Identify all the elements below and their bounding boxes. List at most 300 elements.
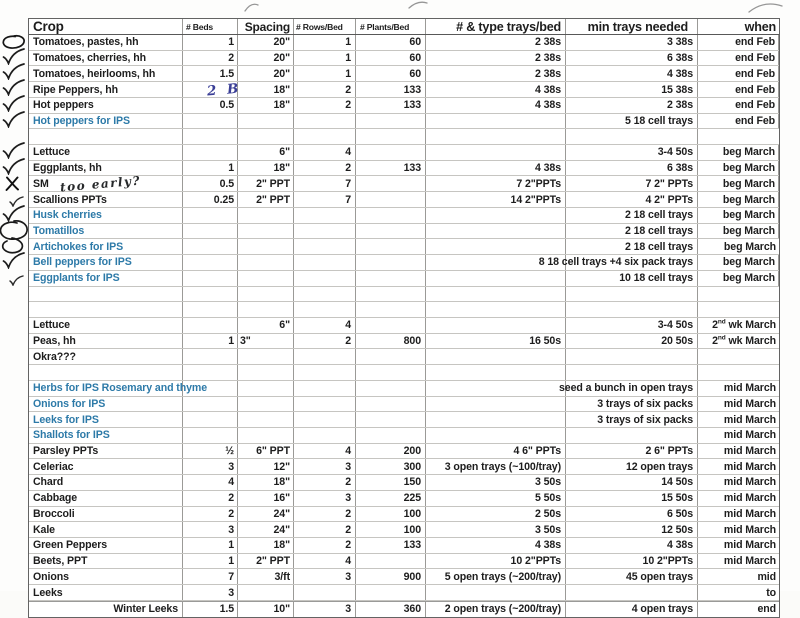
- cell-plants: [356, 114, 426, 129]
- cell-rows: [294, 255, 356, 270]
- cell-beds: 3: [183, 585, 238, 600]
- table-row: [29, 569, 779, 585]
- cell-plants: [356, 271, 426, 286]
- cell-spacing: [238, 428, 294, 443]
- cell-rows: 2: [294, 538, 356, 553]
- cell-rows: [294, 412, 356, 427]
- cell-crop: Onions for IPS: [29, 397, 183, 412]
- cell-spacing: [238, 287, 294, 302]
- cell-beds: 7: [183, 569, 238, 584]
- cell-plants: [356, 554, 426, 569]
- cell-crop: [29, 365, 183, 380]
- column-header-spacing: Spacing: [238, 19, 294, 34]
- cell-beds: [183, 302, 238, 317]
- cell-crop: [29, 302, 183, 317]
- cell-spacing: [238, 129, 294, 144]
- cell-when: end: [757, 603, 776, 616]
- cell-when: beg March: [698, 255, 779, 270]
- cell-trays: [426, 428, 566, 443]
- cell-min: 2 6" PPTs: [566, 444, 698, 459]
- cell-when: mid March: [723, 523, 776, 536]
- handwritten-check-mark-icon: [2, 252, 26, 274]
- pen-mark-icon: [408, 0, 428, 9]
- handwritten-check-mark-icon: [2, 95, 26, 117]
- cell-crop: [29, 129, 183, 144]
- cell-crop: SM too early?: [29, 176, 183, 191]
- cell-min: 6 38s: [566, 161, 698, 176]
- handwritten-check-mark-icon: [2, 205, 26, 227]
- cell-trays: 5 open trays (~200/tray): [426, 569, 566, 584]
- handwritten-x-mark-icon: [5, 176, 20, 196]
- cell-crop: Onions: [29, 569, 183, 584]
- handwritten-check-mark-icon: [2, 158, 26, 180]
- cell-crop: Tomatoes, heirlooms, hh: [29, 66, 183, 81]
- cell-plants: [356, 318, 426, 333]
- cell-when: beg March: [698, 161, 779, 176]
- cell-trays: 2 50s: [426, 507, 566, 522]
- cell-plants: [356, 397, 426, 412]
- pen-mark-icon: [244, 1, 260, 12]
- cell-when: [698, 287, 779, 302]
- table-row: [29, 129, 779, 145]
- cell-min: [566, 129, 698, 144]
- cell-rows: 2: [294, 82, 356, 97]
- cell-plants: [356, 208, 426, 223]
- handwritten-check-mark-icon: [2, 63, 26, 85]
- cell-spacing: 18": [238, 475, 294, 490]
- cell-rows: 1: [294, 66, 356, 81]
- table-body: [29, 35, 779, 617]
- cell-plants: [356, 381, 426, 396]
- cell-trays: [426, 208, 566, 223]
- cell-rows: 2: [294, 475, 356, 490]
- cell-beds: 3: [183, 522, 238, 537]
- table-row: [29, 208, 779, 224]
- cell-spacing: 2" PPT: [238, 176, 294, 191]
- table-row: [29, 585, 779, 601]
- cell-beds: [183, 397, 238, 412]
- cell-when: beg March: [698, 145, 779, 160]
- cell-beds: [183, 129, 238, 144]
- cell-rows: 3: [294, 602, 356, 617]
- handwritten-check-mark-icon: [9, 273, 24, 291]
- cell-trays: [426, 271, 566, 286]
- table-row: [29, 397, 779, 413]
- cell-min: 12 50s: [566, 522, 698, 537]
- cell-crop: Winter Leeks: [29, 602, 183, 617]
- cell-plants: [356, 224, 426, 239]
- table-row: [29, 349, 779, 365]
- cell-crop: Green Peppers: [29, 538, 183, 553]
- table-row: [29, 302, 779, 318]
- cell-trays: [426, 287, 566, 302]
- cell-plants: [356, 302, 426, 317]
- table-row: [29, 554, 779, 570]
- cell-spacing: [238, 381, 294, 396]
- cell-plants: [356, 145, 426, 160]
- cell-trays: 3 open trays (~100/tray): [426, 459, 566, 474]
- cell-plants: 800: [356, 334, 426, 349]
- pen-mark-icon: [748, 1, 784, 13]
- table-row: [29, 66, 779, 82]
- cell-min: 3-4 50s: [566, 318, 698, 333]
- cell-rows: [294, 365, 356, 380]
- column-header-plants-per-bed: # Plants/Bed: [356, 19, 426, 34]
- cell-trays: 4 38s: [426, 82, 566, 97]
- cell-beds: 4: [183, 475, 238, 490]
- cell-trays: [426, 365, 566, 380]
- cell-min: 3 38s: [566, 35, 698, 50]
- cell-trays: 3 50s: [426, 475, 566, 490]
- cell-beds: [183, 381, 238, 396]
- cell-min: 4 open trays: [566, 602, 698, 617]
- when-value: 2nd wk March: [712, 318, 776, 332]
- table-row: [29, 192, 779, 208]
- cell-when: beg March: [723, 240, 776, 253]
- cell-spacing: [238, 302, 294, 317]
- cell-plants: 360: [356, 602, 426, 617]
- cell-beds: [183, 318, 238, 333]
- cell-trays: 5 50s: [426, 491, 566, 506]
- cell-spacing: [238, 365, 294, 380]
- table-row: [29, 161, 779, 177]
- cell-beds: [183, 224, 238, 239]
- cell-rows: 2: [294, 161, 356, 176]
- cell-trays: [426, 349, 566, 364]
- cell-rows: 2: [294, 98, 356, 113]
- cell-crop: Eggplants for IPS: [29, 271, 183, 286]
- table-row: [29, 255, 779, 271]
- cell-spacing: 2" PPT: [238, 554, 294, 569]
- cell-min: [566, 585, 698, 600]
- cell-when: mid March: [723, 539, 776, 552]
- cell-rows: [294, 302, 356, 317]
- cell-min: 7 2" PPTs: [566, 176, 698, 191]
- cell-spacing: 18": [238, 82, 294, 97]
- cell-when: mid March: [723, 382, 776, 395]
- cell-beds: [183, 255, 238, 270]
- cell-when: [698, 334, 779, 349]
- table-row: [29, 475, 779, 491]
- cell-beds: 1: [183, 538, 238, 553]
- cell-trays: 2 38s: [426, 35, 566, 50]
- cell-crop: Hot peppers: [29, 98, 183, 113]
- cell-rows: 4: [294, 145, 356, 160]
- cell-plants: [356, 192, 426, 207]
- cell-beds: [183, 412, 238, 427]
- cell-when: [698, 129, 779, 144]
- cell-spacing: [238, 349, 294, 364]
- cell-plants: [356, 176, 426, 191]
- cell-rows: 4: [294, 318, 356, 333]
- cell-min: [566, 349, 698, 364]
- cell-when: end Feb: [698, 82, 779, 97]
- cell-when: mid: [757, 570, 776, 583]
- table-row: [29, 173, 779, 195]
- cell-rows: 3: [294, 569, 356, 584]
- column-header-when: when: [744, 19, 776, 34]
- cell-when: mid March: [723, 555, 776, 568]
- cell-when: mid March: [723, 492, 776, 505]
- cell-plants: 300: [356, 459, 426, 474]
- cell-rows: [294, 129, 356, 144]
- cell-beds: 1: [183, 334, 238, 349]
- table-row: [29, 318, 779, 334]
- cell-spacing: [238, 271, 294, 286]
- cell-beds: 0.5: [183, 176, 238, 191]
- cell-when: to: [766, 586, 776, 599]
- cell-rows: [294, 271, 356, 286]
- cell-spacing: [238, 114, 294, 129]
- cell-when: end Feb: [698, 114, 779, 129]
- cell-trays: [426, 129, 566, 144]
- header-row: [29, 19, 779, 35]
- cell-rows: [294, 114, 356, 129]
- cell-min: [566, 365, 698, 380]
- cell-crop: Ripe Peppers, hh: [29, 82, 183, 97]
- cell-crop: [29, 287, 183, 302]
- cell-plants: [356, 349, 426, 364]
- cell-spacing: 20": [238, 66, 294, 81]
- cell-crop: Chard: [29, 475, 183, 490]
- cell-crop: Okra???: [29, 349, 183, 364]
- cell-plants: 150: [356, 475, 426, 490]
- cell-plants: [356, 428, 426, 443]
- cell-beds: 3: [183, 459, 238, 474]
- handwritten-check-mark-icon: [9, 194, 24, 212]
- cell-rows: 7: [294, 176, 356, 191]
- table-row: [29, 271, 779, 287]
- cell-crop: Kale: [29, 522, 183, 537]
- handwritten-beds-value: 2 B: [206, 80, 243, 99]
- table-row: [29, 428, 779, 444]
- cell-beds: 2: [183, 507, 238, 522]
- cell-trays: 3 50s: [426, 522, 566, 537]
- cell-spacing: 3/ft: [238, 569, 294, 584]
- cell-plants: 100: [356, 507, 426, 522]
- handwritten-scribble-circle-icon: [0, 219, 30, 260]
- cell-when: end Feb: [698, 35, 779, 50]
- cell-when: end Feb: [698, 98, 779, 113]
- cell-rows: 7: [294, 192, 356, 207]
- column-header-crop: Crop: [29, 19, 183, 34]
- cell-trays: 4 38s: [426, 538, 566, 553]
- cell-crop: Celeriac: [29, 459, 183, 474]
- cell-plants: 60: [356, 35, 426, 50]
- cell-beds: [183, 287, 238, 302]
- cell-spacing: 20": [238, 35, 294, 50]
- cell-spacing: 6": [238, 318, 294, 333]
- cell-rows: 2: [294, 334, 356, 349]
- cell-min: 12 open trays: [566, 459, 698, 474]
- cell-spacing: [238, 255, 294, 270]
- cell-min: [566, 287, 698, 302]
- cell-spacing: 18": [238, 538, 294, 553]
- cell-spacing: 12": [238, 459, 294, 474]
- cell-beds: [183, 145, 238, 160]
- cell-plants: 900: [356, 569, 426, 584]
- cell-crop: Tomatoes, cherries, hh: [29, 51, 183, 66]
- cell-trays: 14 2"PPTs: [426, 192, 566, 207]
- column-header-beds: # Beds: [183, 19, 238, 34]
- cell-min: 2 38s: [566, 98, 698, 113]
- cell-when: mid March: [723, 507, 776, 520]
- cell-trays: [426, 302, 566, 317]
- table-row: [29, 459, 779, 475]
- cell-min: seed a bunch in open trays: [566, 381, 698, 396]
- cell-plants: 60: [356, 51, 426, 66]
- table-row: [29, 98, 779, 114]
- cell-trays: [426, 381, 566, 396]
- cell-beds: [183, 80, 243, 99]
- planting-table: [28, 18, 780, 618]
- table-row: [29, 35, 779, 51]
- cell-beds: [183, 239, 238, 254]
- cell-min: 2 18 cell trays: [566, 208, 698, 223]
- cell-rows: [294, 208, 356, 223]
- cell-beds: 1.5: [183, 66, 238, 81]
- cell-plants: [356, 365, 426, 380]
- cell-when: mid March: [723, 445, 776, 458]
- cell-beds: 0.25: [183, 192, 238, 207]
- cell-min: 14 50s: [566, 475, 698, 490]
- cell-trays: 10 2"PPTs: [426, 554, 566, 569]
- cell-beds: ½: [183, 444, 238, 459]
- cell-plants: [356, 129, 426, 144]
- cell-crop: Lettuce: [29, 145, 183, 160]
- cell-plants: [356, 287, 426, 302]
- cell-when: [698, 365, 779, 380]
- cell-min: 8 18 cell trays +4 six pack trays: [566, 255, 698, 270]
- cell-spacing: 16": [238, 491, 294, 506]
- cell-when: mid March: [723, 460, 776, 473]
- cell-spacing: [238, 397, 294, 412]
- cell-spacing: 2" PPT: [238, 192, 294, 207]
- handwritten-check-mark-icon: [2, 111, 26, 133]
- cell-trays: [426, 114, 566, 129]
- table-row: [29, 287, 779, 303]
- cell-spacing: 3": [238, 334, 294, 349]
- cell-spacing: [238, 208, 294, 223]
- handwritten-circle-mark-icon: [1, 34, 27, 55]
- cell-trays: [426, 397, 566, 412]
- cell-trays: [426, 145, 566, 160]
- cell-spacing: 18": [238, 98, 294, 113]
- cell-rows: [294, 428, 356, 443]
- cell-trays: 4 6" PPTs: [426, 444, 566, 459]
- cell-crop: Bell peppers for IPS: [29, 255, 183, 270]
- cell-plants: [356, 255, 426, 270]
- cell-plants: [356, 412, 426, 427]
- cell-rows: 1: [294, 35, 356, 50]
- cell-when: mid March: [723, 397, 776, 410]
- cell-min: 45 open trays: [566, 569, 698, 584]
- table-row: [29, 82, 779, 98]
- cell-beds: 1: [183, 35, 238, 50]
- cell-beds: [183, 349, 238, 364]
- column-header-min-trays: min trays needed: [566, 19, 698, 34]
- cell-crop: Parsley PPTs: [29, 444, 183, 459]
- cell-plants: 133: [356, 98, 426, 113]
- cell-rows: [294, 585, 356, 600]
- cell-rows: 2: [294, 507, 356, 522]
- table-row: [29, 381, 779, 397]
- cell-crop: Beets, PPT: [29, 554, 183, 569]
- cell-beds: 1: [183, 554, 238, 569]
- handwritten-note: too early?: [59, 173, 142, 195]
- cell-beds: 2: [183, 491, 238, 506]
- table-row: [29, 601, 779, 617]
- cell-trays: 16 50s: [426, 334, 566, 349]
- table-row: [29, 507, 779, 523]
- cell-crop: Eggplants, hh: [29, 161, 183, 176]
- column-header-rows-per-bed: # Rows/Bed: [294, 19, 356, 34]
- cell-plants: 200: [356, 444, 426, 459]
- cell-crop: Leeks for IPS: [29, 412, 183, 427]
- cell-when: beg March: [698, 192, 779, 207]
- cell-trays: [426, 585, 566, 600]
- cell-spacing: [238, 239, 294, 254]
- table-row: [29, 444, 779, 460]
- cell-trays: 4 38s: [426, 161, 566, 176]
- cell-spacing: 20": [238, 51, 294, 66]
- cell-spacing: [238, 412, 294, 427]
- cell-crop: Lettuce: [29, 318, 183, 333]
- cell-trays: 2 open trays (~200/tray): [426, 602, 566, 617]
- cell-trays: 4 38s: [426, 98, 566, 113]
- cell-plants: 133: [356, 161, 426, 176]
- handwritten-check-mark-icon: [2, 48, 26, 70]
- cell-beds: [183, 365, 238, 380]
- cell-beds: [183, 114, 238, 129]
- cell-spacing: [238, 585, 294, 600]
- cell-trays: 7 2"PPTs: [426, 176, 566, 191]
- cell-min: 2 18 cell trays: [566, 224, 698, 239]
- cell-rows: [294, 381, 356, 396]
- cell-rows: 4: [294, 554, 356, 569]
- cell-rows: 4: [294, 444, 356, 459]
- table-row: [29, 224, 779, 240]
- cell-rows: [294, 239, 356, 254]
- cell-spacing: 18": [238, 161, 294, 176]
- cell-crop: Husk cherries: [29, 208, 183, 223]
- cell-plants: 60: [356, 66, 426, 81]
- cell-when: mid March: [723, 413, 776, 426]
- cell-plants: [356, 585, 426, 600]
- cell-plants: 133: [356, 82, 426, 97]
- cell-crop: Tomatillos: [29, 224, 183, 239]
- cell-when: end Feb: [698, 66, 779, 81]
- cell-min: 15 50s: [566, 491, 698, 506]
- cell-spacing: 24": [238, 507, 294, 522]
- cell-crop: Cabbage: [29, 491, 183, 506]
- cell-crop: Tomatoes, pastes, hh: [29, 35, 183, 50]
- cell-trays: [426, 239, 566, 254]
- cell-crop: Peas, hh: [29, 334, 183, 349]
- cell-min: 4 2" PPTs: [566, 192, 698, 207]
- cell-rows: [294, 349, 356, 364]
- cell-crop: Shallots for IPS: [29, 428, 183, 443]
- when-value: 2nd wk March: [712, 334, 776, 348]
- table-row: [29, 51, 779, 67]
- cell-beds: 1.5: [183, 602, 238, 617]
- cell-beds: 1: [183, 161, 238, 176]
- cell-when: [698, 349, 779, 364]
- cell-trays: 2 38s: [426, 66, 566, 81]
- cell-when: mid March: [723, 429, 776, 442]
- cell-rows: [294, 397, 356, 412]
- cell-min: 6 38s: [566, 51, 698, 66]
